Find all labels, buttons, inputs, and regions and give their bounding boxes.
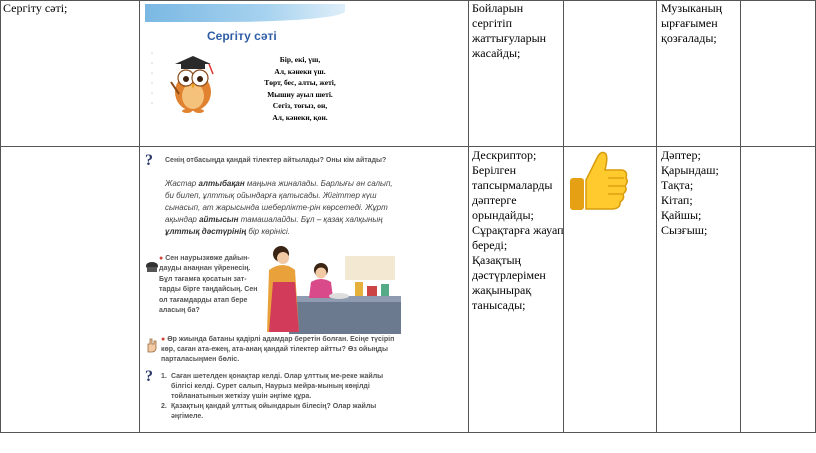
table-row-divider (0, 146, 816, 147)
table-border-bottom (0, 432, 816, 433)
para-term: айтысын (199, 215, 239, 224)
textbook-paragraph (165, 178, 403, 238)
sergitu-bullets: ▫ ▫ ▫ ▫ ▫ ▫ (151, 51, 154, 107)
task-item (161, 402, 401, 422)
owl-teacher-icon (163, 52, 223, 114)
para-term: алтыбақан (198, 179, 245, 188)
textbook-question-2 (159, 254, 259, 316)
para-text: бір көрінісі. (246, 227, 290, 236)
question-mark-icon: ? (145, 152, 153, 169)
question-mark-icon: ? (145, 368, 153, 385)
sergitu-title: Сергіту сәті (207, 29, 277, 43)
table-border-left (0, 0, 1, 433)
spoon-icon (145, 258, 159, 274)
row1-student-activity: Бойларын сергітіп жаттығуларын жасайды; (472, 1, 547, 60)
task-item (161, 372, 401, 402)
rhyme-line: Мышиу ауыл шеті. (267, 89, 333, 99)
sergitu-image (145, 4, 345, 144)
para-text: тамашалайды. Бұл – қазақ халқының (238, 215, 383, 224)
rhyme-line: Сегіз, тоғыз, он, (272, 101, 328, 110)
row2-descriptor: Дескриптор; Берілген тапсырмаларды дәптерге орындайды; Сұрақтарға жауап береді; Қазақтың дәстүрлерімен жақынырақ танысады; (472, 148, 564, 312)
task-text: Саған шетелден қонақтар келді. Олар ұлттық ме-реке жайлы білгісі келді. Сурет салып, Наурыз мейра-мының көңілді тойланатынын жеткізу үшін әңгіме құра. (171, 373, 384, 400)
textbook-page-image (143, 150, 405, 432)
rhyme-line: Бір, екі, үш, (279, 55, 321, 64)
task-number: 1. (161, 373, 167, 380)
rhyme-line: Төрт, бес, алты, жеті, (264, 78, 336, 87)
task-text: Қазақтың қандай ұлттық ойындарын білесің? Олар жайлы әңгімеле. (171, 403, 377, 420)
table-col-divider (656, 0, 657, 433)
hand-icon (145, 337, 159, 353)
textbook-question-3 (161, 335, 401, 365)
row1-activity: Сергіту сәті; (3, 1, 68, 15)
para-text: маңына жиналады. Барлығы ән салып, би билеп, ұлттық ойындарға қатысады. Жігіттер күш сынасып, ат жарысында шеберлікте-рін көрсетеді. Жұрт ақындар (165, 179, 393, 224)
rhyme-line: Ал, кәнеки, қон. (272, 112, 328, 122)
kitchen-illustration (259, 236, 401, 336)
textbook-question-1: Сенің отбасыңда қандай тілектер айтылады? Оны кім айтады? (165, 157, 387, 164)
rhyme-line: Ал, кәнеки үш. (274, 66, 326, 76)
sergitu-banner (145, 4, 345, 22)
bullet-dot: ● (159, 255, 166, 262)
table-col-divider (139, 0, 140, 433)
row2-resources: Дәптер; Қарындаш; Тақта; Кітап; Қайшы; Сызғыш; (661, 148, 719, 237)
para-text: Жастар (165, 179, 199, 188)
task-number: 2. (161, 403, 167, 410)
thumbs-up-icon (568, 148, 630, 214)
sergitu-rhyme (255, 54, 345, 123)
question-2-text: Сен наурызкөже дайын-дауды анаңнан үйренесің. Бұл тағамға қосатын зат-тарды бірге таңдайсың. Сен ол тағамдарды атап бере аласың ба? (159, 255, 258, 315)
para-term: ұлттық дәстүрінің (165, 227, 247, 236)
bullet-dot: ● (161, 336, 168, 343)
textbook-tasks (161, 372, 401, 422)
table-col-divider (468, 0, 469, 433)
row1-resources: Музыканың ырғағымен қозғалады; (661, 1, 723, 45)
question-3-text: Өр жиында батаны қадірлі адамдар беретін болған. Есіңе түсіріп көр, саған ата-ежең, ата-анаң қандай тілектер айтты? Өз ойыңды парталасыңмен бөліс. (161, 336, 395, 363)
